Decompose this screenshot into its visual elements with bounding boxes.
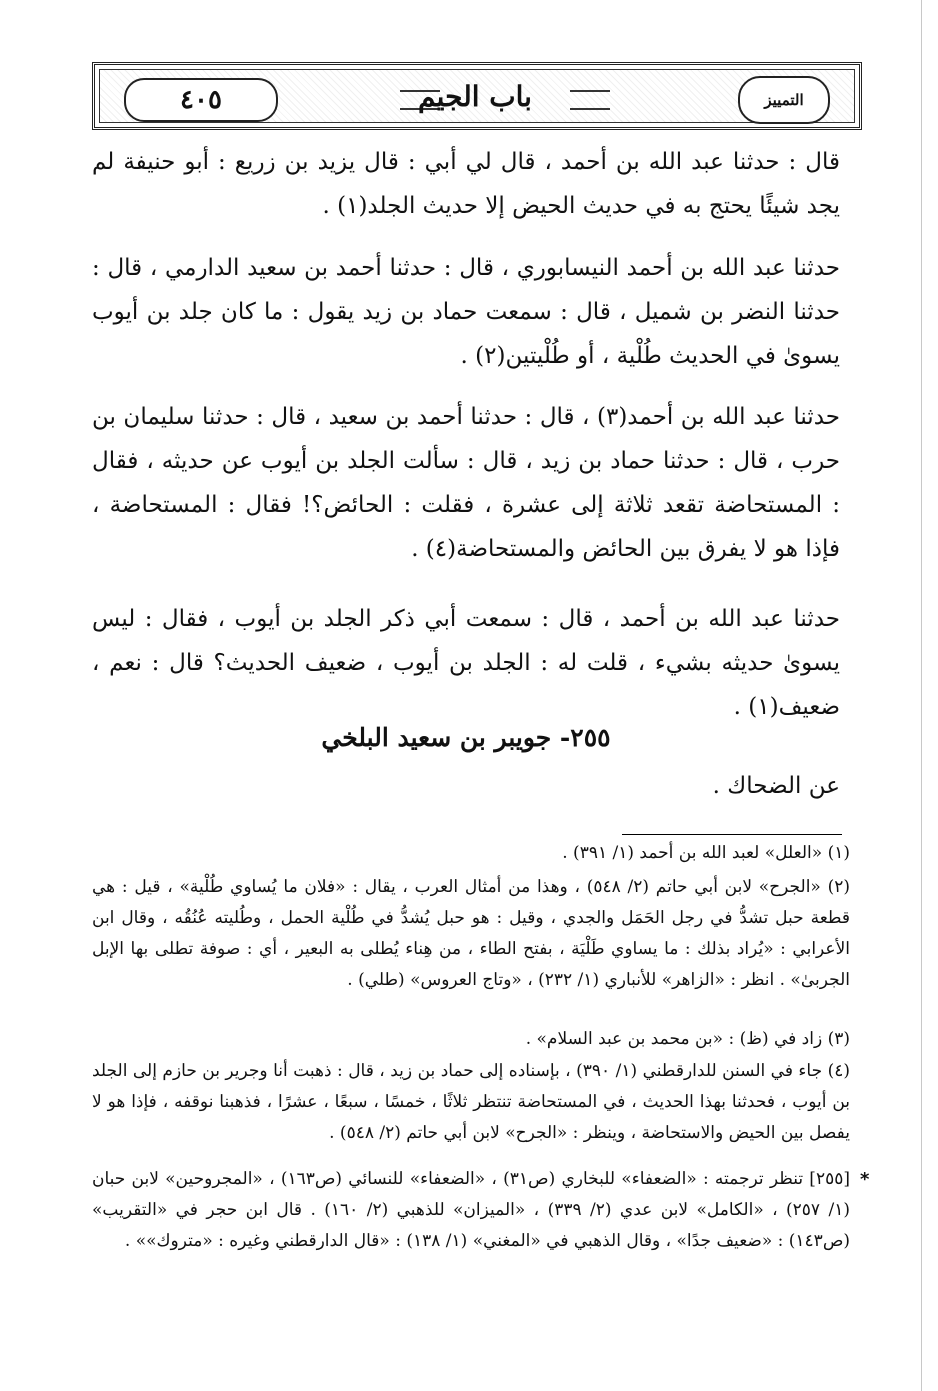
paragraph-1: قال : حدثنا عبد الله بن أحمد ، قال لي أبي : قال يزيد بن زريع : أبو حنيفة لم يجد شيئًا يحتج به في حديث الحيض إلا حديث الجلد(١) . [92, 149, 840, 219]
footnote-1: (١) «العلل» لعبد الله بن أحمد (١/ ٣٩١) . [562, 843, 850, 863]
entry-heading: ٢٥٥- جويبر بن سعيد البلخي [321, 723, 611, 752]
paragraph-3: حدثنا عبد الله بن أحمد(٣) ، قال : حدثنا أحمد بن سعيد ، قال : حدثنا سليمان بن حرب ، قال : حدثنا حماد بن زيد ، قال : سألت الجلد بن أيوب عن حديثه ، فقال : المستحاضة تقعد ثلاثة إلى عشرة ، فقلت : الحائض؟! فقال : المستحاضة ، فإذا هو لا يفرق بين الحائض والمستحاضة(٤) . [92, 404, 840, 562]
footnote-entry-255: [٢٥٥] تنظر ترجمته : «الضعفاء» للبخاري (ص٣١) ، «الضعفاء» للنسائي (ص١٦٣) ، «المجروحين» لابن حبان (١/ ٢٥٧) ، «الكامل» لابن عدي (٢/ ٣٣٩) ، «الميزان» للذهبي (٢/ ١٦٠) . قال ابن حجر في «التقريب» (ص١٤٣) : «ضعيف جدًا» ، وقال الذهبي في «المغني» (١/ ١٣٨) : «قال الدارقطني وغيره : «متروك»» . [92, 1169, 850, 1251]
footnote-3: (٣) زاد في (ظ) : «بن محمد بن عبد السلام» . [525, 1029, 850, 1049]
publisher-logo: التمييز [738, 76, 830, 124]
footnote-star-marker: * [860, 1169, 870, 1190]
page-edge-line [921, 0, 922, 1391]
paragraph-4: حدثنا عبد الله بن أحمد ، قال : سمعت أبي ذكر الجلد بن أيوب ، فقال : ليس يسوىٰ حديثه بشيء ، قلت له : الجلد بن أيوب ، ضعيف الحديث؟ قال : نعم ، ضعيف(١) . [92, 606, 840, 720]
ornament-icon [570, 90, 610, 110]
page-header [92, 62, 862, 130]
page-number: ٤٠٥ [124, 78, 278, 122]
entry-text: عن الضحاك . [712, 773, 840, 799]
paragraph-2: حدثنا عبد الله بن أحمد النيسابوري ، قال : حدثنا أحمد بن سعيد الدارمي ، قال : حدثنا النضر بن شميل ، قال : سمعت حماد بن زيد يقول : ما كان جلد بن أيوب يسوىٰ في الحديث طُلْية ، أو طُلْيتين(٢) . [92, 255, 840, 369]
footnote-2: (٢) «الجرح» لابن أبي حاتم (٢/ ٥٤٨) ، وهذا من أمثال العرب ، يقال : «فلان ما يُساوي طُلْية» ، قيل : هي قطعة حبل تشدُّ في رجل الحَمَل والجدي ، وقيل : هو حبل يُشدُّ في طُلْية الحمل ، وطُليته عُنُقُه ، وقال ابن الأعرابي : «يُراد بذلك : ما يساوي طَلْيَة ، بفتح الطاء ، من هِناء يُطلى به البعير ، أي : صوفة تطلى بها الإبل الجربىٰ» . انظر : «الزاهر» للأنباري (١/ ٢٣٢) ، «وتاج العروس» (طلي) . [92, 877, 850, 990]
footnote-4: (٤) جاء في السنن للدارقطني (١/ ٣٩٠) ، بإسناده إلى حماد بن زيد ، قال : ذهبت أنا وجرير بن حازم إلى الجلد بن أيوب ، فحدثنا بهذا الحديث ، في المستحاضة تنتظر ثلاثًا ، خمسًا ، سبعًا ، عشرًا ، فذهبنا نوقفه ، فإذا هو لا يفصل بين الحيض والاستحاضة ، وينظر : «الجرح» لابن أبي حاتم (٢/ ٥٤٨) . [92, 1061, 850, 1143]
chapter-title: باب الجيم [418, 80, 532, 113]
header-frame [99, 69, 855, 123]
footnote-separator [622, 834, 842, 835]
